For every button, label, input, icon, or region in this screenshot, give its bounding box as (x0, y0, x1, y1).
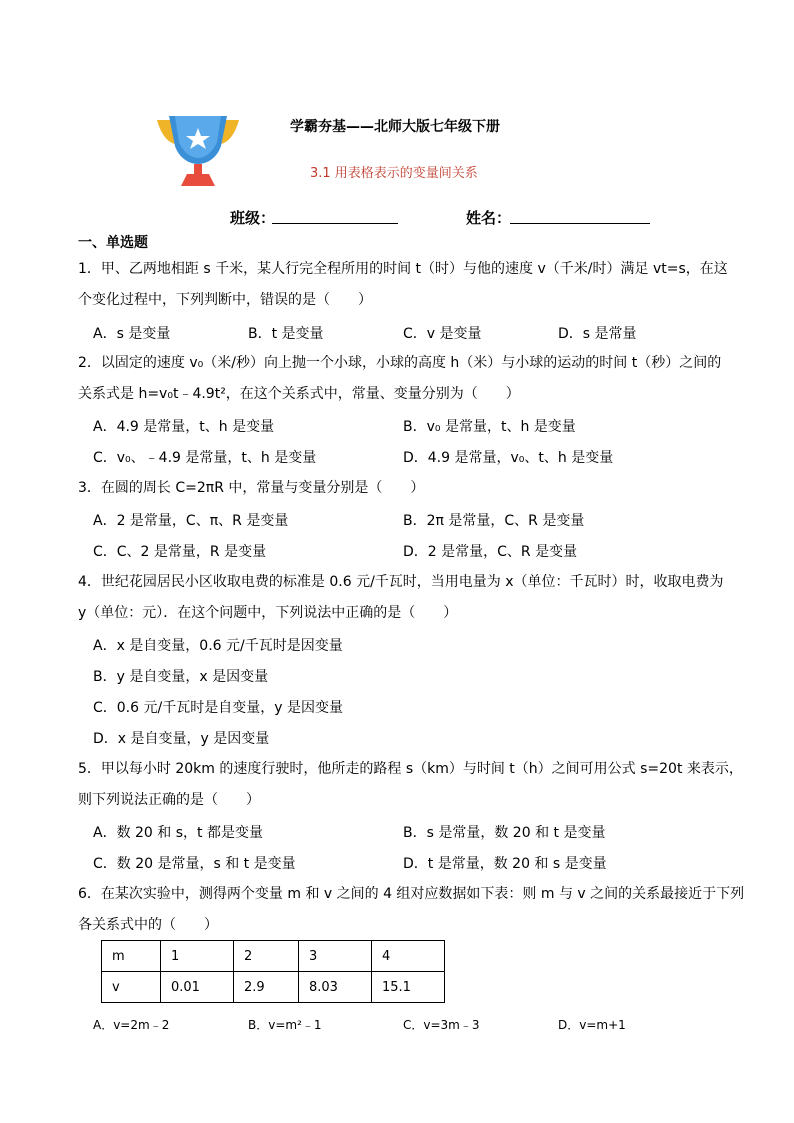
question-6-option-d: D．v=m+1 (558, 1018, 626, 1032)
table-cell: 15.1 (372, 972, 445, 1003)
table-cell: 8.03 (299, 972, 372, 1003)
question-5-option-b: B．s 是常量，数 20 和 t 是变量 (403, 825, 606, 841)
question-1-option-d: D．s 是常量 (558, 326, 637, 342)
section-title: 一、单选题 (78, 235, 148, 251)
question-6-option-a: A．v=2m﹣2 (93, 1018, 170, 1032)
question-3-option-d: D．2 是常量，C、R 是变量 (403, 544, 578, 560)
table-cell: 2.9 (234, 972, 299, 1003)
table-row (102, 972, 445, 1003)
page-title: 学霸夯基——北师大版七年级下册 (290, 119, 500, 135)
question-3-option-a: A．2 是常量，C、π、R 是变量 (93, 513, 289, 529)
table-cell: 0.01 (161, 972, 234, 1003)
question-3-option-c: C．C、2 是常量，R 是变量 (93, 544, 267, 560)
question-4-option-d: D．x 是自变量，y 是因变量 (93, 731, 270, 747)
question-5-line-1: 5．甲以每小时 20km 的速度行驶时，他所走的路程 s（km）与时间 t（h）之间可用公式 s=20t 来表示， (78, 761, 743, 777)
question-2-option-b: B．v₀ 是常量，t、h 是变量 (403, 419, 576, 435)
question-4-option-a: A．x 是自变量，0.6 元/千瓦时是因变量 (93, 638, 343, 654)
table-row (102, 941, 445, 972)
trophy-icon (155, 116, 241, 188)
page-subtitle: 3.1 用表格表示的变量间关系 (310, 166, 478, 181)
table-cell: 3 (299, 941, 372, 972)
question-2-line-2: 关系式是 h=v₀t﹣4.9t²，在这个关系式中，常量、变量分别为（ ） (78, 386, 520, 402)
table-cell: v (102, 972, 161, 1003)
question-6-option-c: C．v=3m﹣3 (403, 1018, 480, 1032)
question-6-line-2: 各关系式中的（ ） (78, 917, 218, 933)
table-cell: 4 (372, 941, 445, 972)
question-1-option-b: B．t 是变量 (248, 326, 324, 342)
question-5-option-c: C．数 20 是常量，s 和 t 是变量 (93, 856, 296, 872)
name-field[interactable] (510, 223, 650, 224)
table-cell: 1 (161, 941, 234, 972)
question-6-option-b: B．v=m²﹣1 (248, 1018, 322, 1032)
question-4-option-c: C．0.6 元/千瓦时是自变量，y 是因变量 (93, 700, 343, 716)
question-2-line-1: 2．以固定的速度 v₀（米/秒）向上抛一个小球，小球的高度 h（米）与小球的运动的时间 t（秒）之间的 (78, 355, 722, 371)
question-1-line-1: 1．甲、乙两地相距 s 千米，某人行完全程所用的时间 t（时）与他的速度 v（千米/时）满足 vt=s，在这 (78, 261, 728, 277)
question-2-option-d: D．4.9 是常量，v₀、t、h 是变量 (403, 450, 614, 466)
question-5-option-d: D．t 是常量，数 20 和 s 是变量 (403, 856, 607, 872)
question-1-option-a: A．s 是变量 (93, 326, 171, 342)
class-label: 班级： (230, 209, 276, 227)
question-4-option-b: B．y 是自变量，x 是因变量 (93, 669, 269, 685)
table-cell: 2 (234, 941, 299, 972)
question-1-option-c: C．v 是变量 (403, 326, 482, 342)
question-4-line-1: 4．世纪花园居民小区收取电费的标准是 0.6 元/千瓦时，当用电量为 x（单位：千瓦时）时，收取电费为 (78, 574, 724, 590)
question-5-line-2: 则下列说法正确的是（ ） (78, 792, 260, 808)
question-5-option-a: A．数 20 和 s，t 都是变量 (93, 825, 263, 841)
question-3-line-1: 3．在圆的周长 C=2πR 中，常量与变量分别是（ ） (78, 480, 425, 496)
question-2-option-c: C．v₀、﹣4.9 是常量，t、h 是变量 (93, 450, 317, 466)
table-cell: m (102, 941, 161, 972)
question-4-line-2: y（单位：元）．在这个问题中，下列说法中正确的是（ ） (78, 605, 458, 621)
name-label: 姓名： (466, 209, 512, 227)
data-table (101, 940, 445, 1003)
question-1-line-2: 个变化过程中，下列判断中，错误的是（ ） (78, 292, 372, 308)
class-field[interactable] (272, 223, 398, 224)
question-6-line-1: 6．在某次实验中，测得两个变量 m 和 v 之间的 4 组对应数据如下表：则 m 与 v 之间的关系最接近于下列 (78, 886, 745, 902)
question-2-option-a: A．4.9 是常量，t、h 是变量 (93, 419, 275, 435)
question-3-option-b: B．2π 是常量，C、R 是变量 (403, 513, 585, 529)
